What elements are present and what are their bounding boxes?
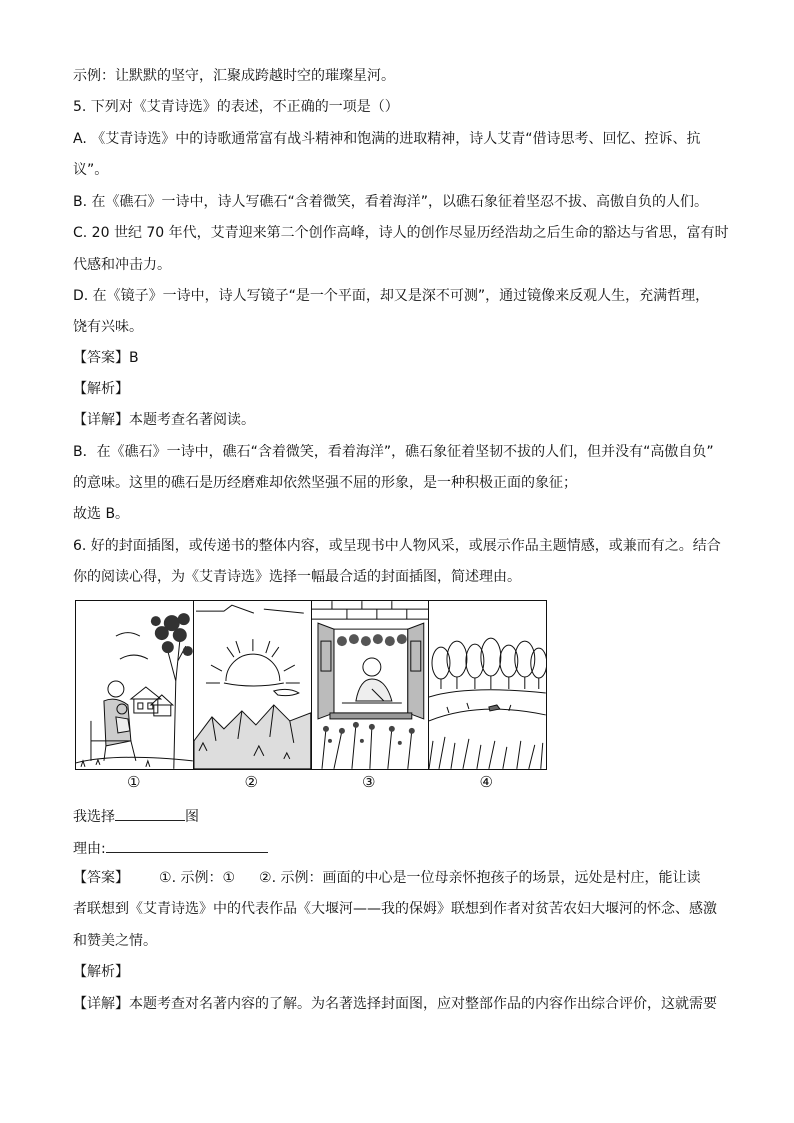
option-c: C. 20 世纪 70 年代，艾青迎来第二个创作高峰，诗人的创作尽显历经浩劫之后生命的豁达与省思，富有时 <box>73 225 729 241</box>
answer-num-1: ① <box>159 870 172 886</box>
choose-line <box>73 805 199 827</box>
answer-6-line <box>73 868 700 888</box>
panel-label-4: ④ <box>479 773 493 791</box>
reason-line <box>73 837 268 859</box>
panel-label-2: ② <box>244 773 258 791</box>
conclusion-line: 故选 B。 <box>73 506 130 522</box>
panel-label-3: ③ <box>362 773 376 791</box>
panel-label-1: ① <box>127 773 141 791</box>
cover-illustrations <box>75 600 547 770</box>
analysis-label-2: 【解析】 <box>73 964 129 980</box>
reason-blank[interactable] <box>106 837 268 853</box>
question-6-stem-cont: 你的阅读心得，为《艾青诗选》选择一幅最合适的封面插图，简述理由。 <box>73 569 521 585</box>
illustration-window-figure <box>312 601 430 769</box>
answer-6-line-3: 和赞美之情。 <box>73 933 157 949</box>
option-d: D. 在《镜子》一诗中，诗人写镜子“是一个平面，却又是深不可测”，通过镜像来反观人生，充满哲理， <box>73 288 710 304</box>
reason-prefix: 理由: <box>73 841 106 857</box>
choose-suffix: 图 <box>185 809 199 825</box>
answer-tag: 【答案】 <box>73 870 129 886</box>
illustration-mother-child <box>76 601 194 769</box>
illustration-labels <box>75 773 545 791</box>
option-c-cont: 代感和冲击力。 <box>73 257 171 273</box>
illustration-forest-field <box>429 601 546 769</box>
explanation-line: B．在《礁石》一诗中，礁石“含着微笑，看着海洋”，礁石象征着坚韧不拔的人们，但并没有“高傲自负” <box>73 444 714 460</box>
choose-blank[interactable] <box>115 805 185 821</box>
analysis-label: 【解析】 <box>73 381 129 397</box>
option-a-cont: 议”。 <box>73 162 109 178</box>
answer-num-2: ② <box>259 870 272 886</box>
answer-text-1: . 示例：① <box>171 870 236 886</box>
question-5-stem: 5. 下列对《艾青诗选》的表述，不正确的一项是（） <box>73 99 399 115</box>
illustration-sun-mountains <box>194 601 312 769</box>
answer-label: 【答案】B <box>73 350 139 366</box>
explanation-line-2: 的意味。这里的礁石是历经磨难却依然坚强不屈的形象，是一种积极正面的象征； <box>73 475 577 491</box>
option-d-cont: 饶有兴味。 <box>73 319 143 335</box>
question-6-stem: 6. 好的封面插图，或传递书的整体内容，或呈现书中人物风采，或展示作品主题情感，或兼而有之。结合 <box>73 538 721 554</box>
detail-line-2: 【详解】本题考查对名著内容的了解。为名著选择封面图，应对整部作品的内容作出综合评价，这就需要 <box>73 996 717 1012</box>
text-line: 示例：让默默的坚守，汇聚成跨越时空的璀璨星河。 <box>73 68 395 84</box>
answer-text-2: . 示例：画面的中心是一位母亲怀抱孩子的场景，远处是村庄，能让读 <box>271 870 701 886</box>
choose-prefix: 我选择 <box>73 809 115 825</box>
option-b: B. 在《礁石》一诗中，诗人写礁石“含着微笑，看着海洋”，以礁石象征着坚忍不拔、高傲自负的人们。 <box>73 194 709 210</box>
option-a: A. 《艾青诗选》中的诗歌通常富有战斗精神和饱满的进取精神，诗人艾青“借诗思考、回忆、控诉、抗 <box>73 131 701 147</box>
detail-line: 【详解】本题考查名著阅读。 <box>73 412 255 428</box>
answer-6-line-2: 者联想到《艾青诗选》中的代表作品《大堰河——我的保姆》联想到作者对贫苦农妇大堰河的怀念、感激 <box>73 901 717 917</box>
